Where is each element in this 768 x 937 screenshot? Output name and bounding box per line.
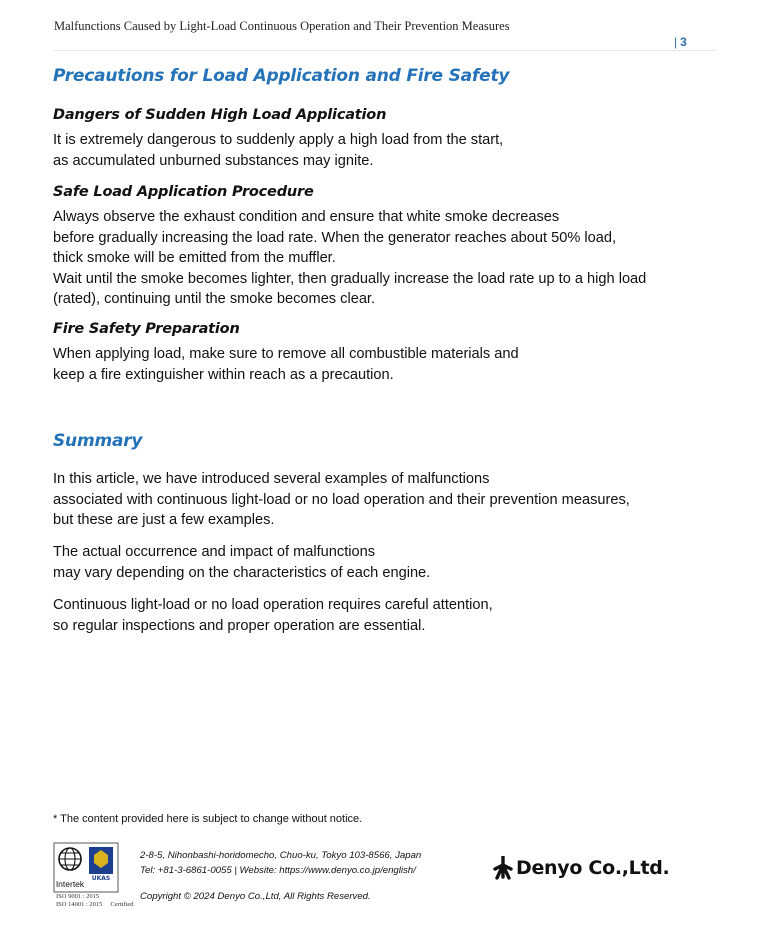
paragraph bbox=[53, 595, 493, 636]
subsection-heading: Fire Safety Preparation bbox=[53, 321, 240, 337]
footer-address: 2-8-5, Nihonbashi-horidomecho, Chuo-ku, Tokyo 103-8566, Japan bbox=[140, 850, 422, 861]
paragraph-line: so regular inspections and proper operation are essential. bbox=[53, 617, 426, 634]
paragraph bbox=[53, 130, 503, 171]
cert-line: ISO 9001 : 2015 bbox=[56, 893, 100, 900]
paragraph-line: before gradually increasing the load rate. When the generator reaches about 50% load, bbox=[53, 229, 617, 246]
subsection-heading: Safe Load Application Procedure bbox=[53, 184, 314, 200]
paragraph-line: Continuous light-load or no load operation requires careful attention, bbox=[53, 597, 493, 613]
cert-line: ISO 14001 : 2015 bbox=[56, 900, 103, 908]
cert-brand-text: Intertek bbox=[55, 879, 85, 889]
paragraph-line: as accumulated unburned substances may ignite. bbox=[53, 152, 374, 169]
cert-badge-text: UKAS bbox=[91, 875, 111, 882]
cert-certified: Certified bbox=[110, 900, 134, 908]
paragraph bbox=[53, 344, 519, 385]
paragraph-line: but these are just a few examples. bbox=[53, 512, 275, 528]
subsection-heading: Dangers of Sudden High Load Application bbox=[53, 107, 387, 123]
summary-heading: Summary bbox=[53, 431, 143, 451]
paragraph-line: (rated), continuing until the smoke becomes clear. bbox=[53, 291, 376, 307]
paragraph bbox=[53, 469, 630, 531]
paragraph-line: associated with continuous light-load or no load operation and their prevention measures, bbox=[53, 491, 630, 508]
paragraph-line: keep a fire extinguisher within reach as a precaution. bbox=[53, 366, 394, 383]
footer-note: * The content provided here is subject to change without notice. bbox=[53, 813, 363, 825]
document-title: Malfunctions Caused by Light-Load Continuous Operation and Their Prevention Measures bbox=[54, 19, 510, 33]
page-number-value: 3 bbox=[680, 35, 687, 49]
paragraph-line: may vary depending on the characteristics of each engine. bbox=[53, 564, 431, 581]
company-logo-text: Denyo Co.,Ltd. bbox=[516, 857, 670, 879]
certification-text bbox=[56, 893, 134, 908]
paragraph-line: When applying load, make sure to remove all combustible materials and bbox=[53, 346, 519, 362]
paragraph-line: thick smoke will be emitted from the muffler. bbox=[53, 250, 336, 266]
paragraph bbox=[53, 207, 646, 310]
page-number bbox=[674, 35, 687, 49]
paragraph-line: In this article, we have introduced several examples of malfunctions bbox=[53, 471, 490, 487]
page-number-bar: | bbox=[674, 35, 678, 49]
footer-copyright: Copyright © 2024 Denyo Co.,Ltd, All Rights Reserved. bbox=[140, 891, 371, 902]
paragraph-line: Wait until the smoke becomes lighter, then gradually increase the load rate up to a high load bbox=[53, 270, 647, 287]
paragraph-line: Always observe the exhaust condition and ensure that white smoke decreases bbox=[53, 209, 560, 225]
footer-contact: Tel: +81-3-6861-0055 | Website: https://www.denyo.co.jp/english/ bbox=[140, 865, 416, 876]
paragraph-line: The actual occurrence and impact of malfunctions bbox=[53, 544, 376, 560]
paragraph bbox=[53, 542, 430, 583]
company-logo bbox=[492, 853, 669, 883]
paragraph-line: It is extremely dangerous to suddenly apply a high load from the start, bbox=[53, 132, 504, 148]
denyo-mark-icon bbox=[492, 856, 514, 880]
section-heading: Precautions for Load Application and Fire Safety bbox=[53, 66, 510, 86]
cert-line-row bbox=[56, 901, 134, 909]
header-divider bbox=[54, 50, 716, 51]
